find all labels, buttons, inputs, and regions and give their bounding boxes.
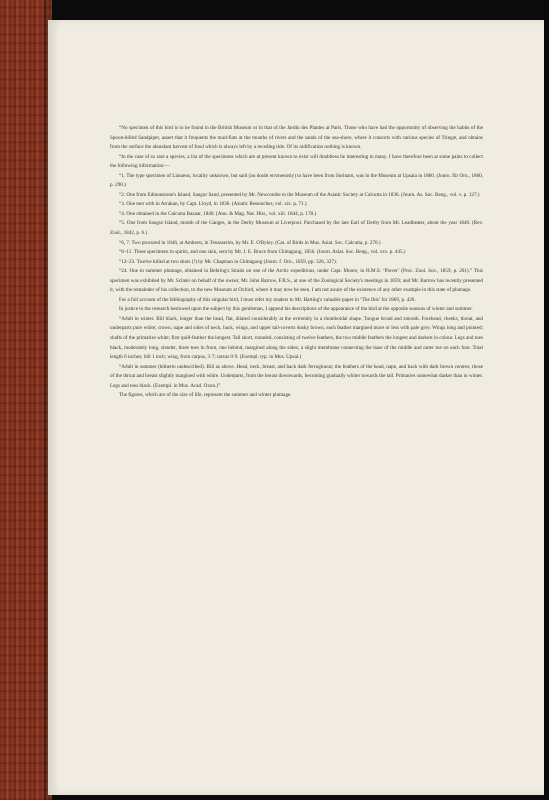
paragraph: In justice to the research bestowed upon the subject by this gentleman, I append his descriptions of the appearance of the bird at the opposite seasons of winter and summer.	[119, 306, 473, 313]
book-binding-edge	[0, 0, 52, 800]
paragraph: “Adult in summer (hitherto undescribed). Bill as above. Head, neck, breast, and back dark ferruginous; the feathers of the head, nape, and back with dark brown centres; those of the throat and breast slightly margined with white. Underparts, from the breast downwards, becoming gradually whiter towards the tail. Primaries somewhat darker than in winter. Legs and toes black. (Exempl. in Mus. Acad. Oxon.)”	[110, 363, 483, 389]
body-text	[110, 124, 483, 401]
paragraph: “8–11. Three specimens in spirits, and one skin, sent by Mr. J. E. Bruce from Chittagong, 1856. (Journ. Asiat. Soc. Beng., vol. xxv. p. 445.)	[119, 249, 406, 256]
paragraph: “12–23. Twelve killed at two shots (!) by Mr. Chapman in Chittagong (Journ. f. Orn., 1859, pp. 326, 327).	[119, 258, 337, 265]
paragraph: “6, 7. Two procured in 1846, at Amherst, in Tenasserim, by Mr. E. O'Ryley. (Cat. of Birds in Mus. Asiat. Soc. Calcutta, p. 270.)	[119, 239, 381, 246]
paragraph: “Adult in winter. Bill black, longer than the head, flat, dilated considerably at the extremity in a rhomboidal shape. Tongue broad and smooth. Forehead, cheeks, throat, and underparts pure white; crown, nape and sides of neck, back, wings, and upper tail-coverts dusky brown, each feather margined more or less with pale grey. Wings long and pointed; shafts of the primaries white; first quill-feather the longest. Tail short, rounded, consisting of twelve feathers, the two middle feathers the longest and darkest in colour. Legs and toes black, moderately long, slender, three toes in front, one behind, margined along the sides; a slight membrane connecting the base of the middle and outer toe on each foot. Total length 6 inches; bill 1 inch; wing, from carpus, 3·7; tarsus 0·9. (Exempl. typ. in Mus. Upsal.)	[110, 315, 483, 361]
paragraph: “No specimen of this bird is to be found in the British Museum or in that of the Jardin des Plantes at Paris. Those who have had the opportunity of observing the habits of the Spoon-billed Sandpiper, assert that it frequents the mud-flats at the mouths of rivers and the sands of the sea-shore, where it consorts with various species of Tringæ, and obtains from the surface the abundant harvest of food which is always left by a receding tide. Of its nidification nothing is known.	[110, 125, 483, 151]
paragraph: “1. The type specimen of Linnæus, locality unknown, but said (no doubt erroneously) to have been from Surinam, was in the Museum at Upsala in 1860. (Journ. für Orn., 1860, p. 290.)	[110, 172, 483, 189]
paragraph: “3. One met with in Arrakan, by Capt. Lloyd, in 1836. (Asiatic Researches, vol. xix. p. 71.)	[119, 201, 307, 208]
paragraph: “5. One from Saugur Island, month of the Ganges, in the Derby Museum at Liverpool. Purchased by the late Earl of Derby from Mr. Leadbeater, about the year 1840. (Rev. Zool., 1842, p. 6.)	[110, 220, 483, 237]
paragraph: “24. One in summer plumage, obtained in Behring's Straits on one of the Arctic expeditions, under Capt. Moore, in H.M.S. ‘Plover’ (Proc. Zool. Soc., 1859, p. 201).” This specimen was exhibited by Mr. Sclater on behalf of the owner, Mr. John Barrow, F.R.S., at one of the Zoological Society's meetings in 1859; and Mr. Barrow has recently presented it, with the remainder of his collection, to the new Museum at Oxford, where it may now be seen. I am not aware of the existence of any other example in this state of plumage.	[110, 268, 483, 294]
paragraph: “In the case of so rare a species, a list of the specimens which are at present known to exist will doubtless be interesting to many. I have therefore been at some pains to collect the following information:—	[110, 153, 483, 170]
paragraph: “2. One from Edmonstone's Island, Saugur Sand, presented by Mr. Newcombe to the Museum of the Asiatic Society at Calcutta in 1836. (Journ. As. Soc. Beng., vol. v. p. 127.)	[119, 191, 480, 198]
paragraph: The figures, which are of the size of life, represent the summer and winter plumage.	[119, 392, 292, 399]
paragraph: “4. One obtained in the Calcutta Bazaar, 1840. (Ann. & Mag. Nat. Hist., vol. xiii. 1844, p. 178.)	[119, 210, 317, 217]
book-page	[48, 20, 544, 795]
paragraph: For a full account of the bibliography of this singular bird, I must refer my readers to Mr. Harting's valuable paper in ‘The Ibis’ for 1869, p. 426.	[119, 296, 416, 303]
